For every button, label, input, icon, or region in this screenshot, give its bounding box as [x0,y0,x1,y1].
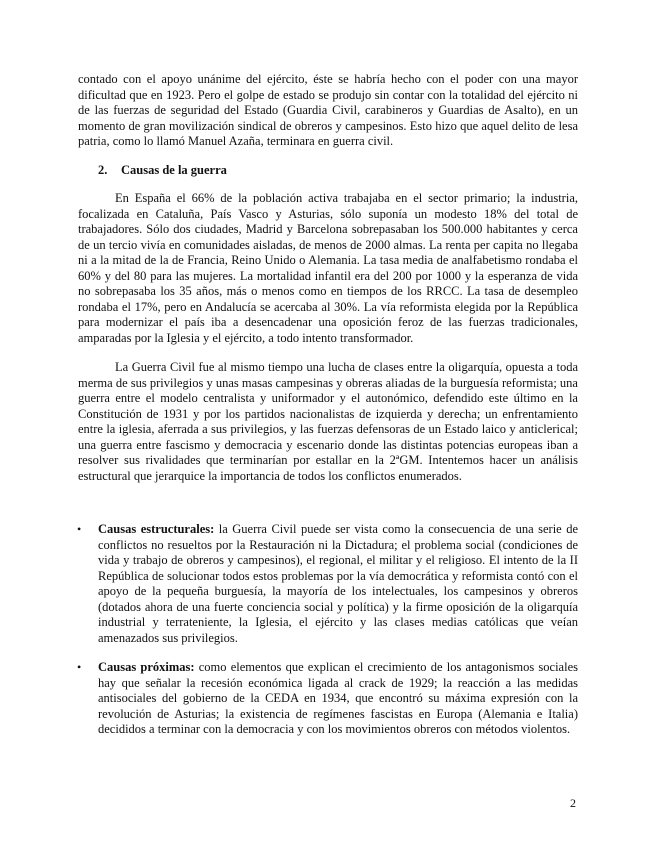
paragraph-economy: En España el 66% de la población activa trabajaba en el sector primario; la industria, focalizada en Cataluña, País Vasco y Asturias, sólo suponía un modesto 18% del total de trabajadores. Sólo dos ciudades, Madrid y Barcelona sobrepasaban los 500.000 habitantes y cerca de un tercio vivía en comunidades aisladas, de menos de 2000 almas. La renta per capita no llegaba ni a la mitad de la de Francia, Reino Unido o Alemania. La tasa media de analfabetismo rondaba el 60% y del 80 para las mujeres. La mortalidad infantil era del 200 por 1000 y la esperanza de vida no sobrepasaba los 35 años, más o menos como en tiempos de los RRCC. La tasa de desempleo rondaba el 17%, pero en Andalucía se acercaba al 30%. La vía reformista elegida por la República para modernizar el país iba a desencadenar una oposición feroz de las fuerzas tradicionales, amparadas por la Iglesia y el ejército, a todo intento transformador. [78,191,578,345]
list-item-proximate-causes [78,660,578,738]
paragraph-class-struggle: La Guerra Civil fue al mismo tiempo una lucha de clases entre la oligarquía, opuesta a toda merma de sus privilegios y unas masas campesinas y obreras aliadas de la burguesía reformista; una guerra entre el modelo centralista y uniformador y el autonómico, defendido este último en la Constitución de 1931 y por los partidos nacionalistas de izquierda y derecha; un enfrentamiento entre la iglesia, aferrada a sus privilegios, y las fuerzas defensoras de un Estado laico y anticlerical; una guerra entre fascismo y democracia y escenario donde las distintas potencias europeas iban a resolver sus rivalidades que terminarían por estallar en la 2ªGM. Intentemos hacer un análisis estructural que jerarquice la importancia de todos los conflictos enumerados. [78,360,578,483]
intro-paragraph: contado con el apoyo unánime del ejército, éste se habría hecho con el poder con una mayor dificultad que en 1923. Pero el golpe de estado se produjo sin contar con la totalidad del ejército ni de las fuerzas de seguridad del Estado (Guardia Civil, carabineros y Guardias de Asalto), en un momento de gran movilización sindical de obreros y campesinos. Esto hizo que aquel delito de lesa patria, como lo llamó Manuel Azaña, terminara en guerra civil. [78,72,578,148]
section-title: Causas de la guerra [121,162,227,177]
bullet-text: como elementos que explican el crecimiento de los antagonismos sociales hay que señalar la recesión económica ligada al crack de 1929; la reacción a las medidas antisociales del gobierno de la CEDA en 1934, que encontró su máxima expresión con la revolución de Asturias; la existencia de regímenes fascistas en Europa (Alemania e Italia) decididos a terminar con la democracia y con los movimientos obreros con métodos violentos. [98,660,578,736]
section-number: 2. [98,162,108,177]
bullet-icon: • [77,522,82,536]
section-heading [98,163,578,179]
bullet-icon: • [77,660,82,674]
causes-list [78,522,578,738]
bullet-title: Causas próximas: [98,660,195,674]
document-page [78,72,578,738]
bullet-title: Causas estructurales: [98,522,215,536]
list-item-structural-causes [78,522,578,646]
page-number: 2 [570,796,576,810]
bullet-text: la Guerra Civil puede ser vista como la consecuencia de una serie de conflictos no resueltos por la Restauración ni la Dictadura; el problema social (condiciones de vida y trabajo de obreros y campesinos), el regional, el militar y el religioso. El intento de la II República de solucionar todos estos problemas por la vía democrática y reformista contó con el apoyo de la pequeña burguesía, la mayoría de los intelectuales, los campesinos y obreros (dotados ahora de una fuerte conciencia social y política) y la firme oposición de la oligarquía industrial y terrateniente, la Iglesia, el ejército y las clases medias católicas que veían amenazados sus privilegios. [98,522,578,645]
